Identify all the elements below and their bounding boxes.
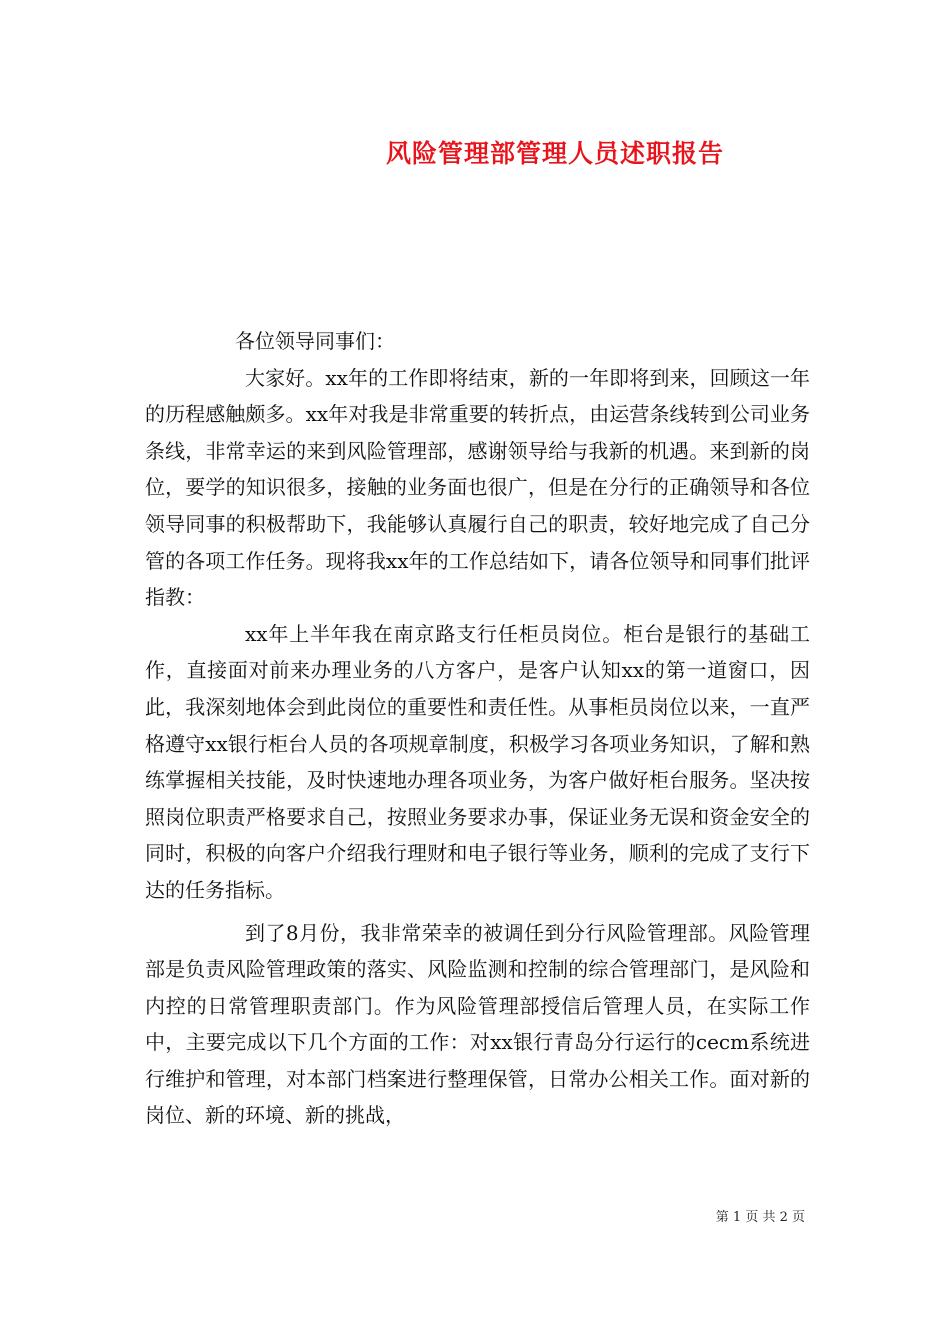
document-body [145,323,810,1134]
paragraph-2: xx年上半年我在南京路支行任柜员岗位。柜台是银行的基础工作，直接面对前来办理业务的八方客户，是客户认知xx的第一道窗口，因此，我深刻地体会到此岗位的重要性和责任性。从事柜员岗位以来，一直严格遵守xx银行柜台人员的各项规章制度，积极学习各项业务知识，了解和熟练掌握相关技能，及时快速地办理各项业务，为客户做好柜台服务。坚决按照岗位职责严格要求自己，按照业务要求办事，保证业务无误和资金安全的同时，积极的向客户介绍我行理财和电子银行等业务，顺利的完成了支行下达的任务指标。 [145,621,810,902]
paragraph-3: 到了8月份，我非常荣幸的被调任到分行风险管理部。风险管理部是负责风险管理政策的落实、风险监测和控制的综合管理部门，是风险和内控的日常管理职责部门。作为风险管理部授信后管理人员，在实际工作中，主要完成以下几个方面的工作：对xx银行青岛分行运行的cecm系统进行维护和管理，对本部门档案进行整理保管，日常办公相关工作。面对新的岗位、新的环境、新的挑战， [145,920,810,1128]
greeting: 各位领导同事们： [235,329,395,353]
document-title: 风险管理部管理人员述职报告 [385,139,724,168]
paragraph-1: 大家好。xx年的工作即将结束，新的一年即将到来，回顾这一年的历程感触颇多。xx年对我是非常重要的转折点，由运营条线转到公司业务条线，非常幸运的来到风险管理部，感谢领导给与我新的机遇。来到新的岗位，要学的知识很多，接触的业务面也很广，但是在分行的正确领导和各位领导同事的积极帮助下，我能够认真履行自己的职责，较好地完成了自己分管的各项工作任务。现将我xx年的工作总结如下，请各位领导和同事们批评指教： [145,365,810,610]
page-number: 第 1 页 共 2 页 [715,1210,805,1225]
